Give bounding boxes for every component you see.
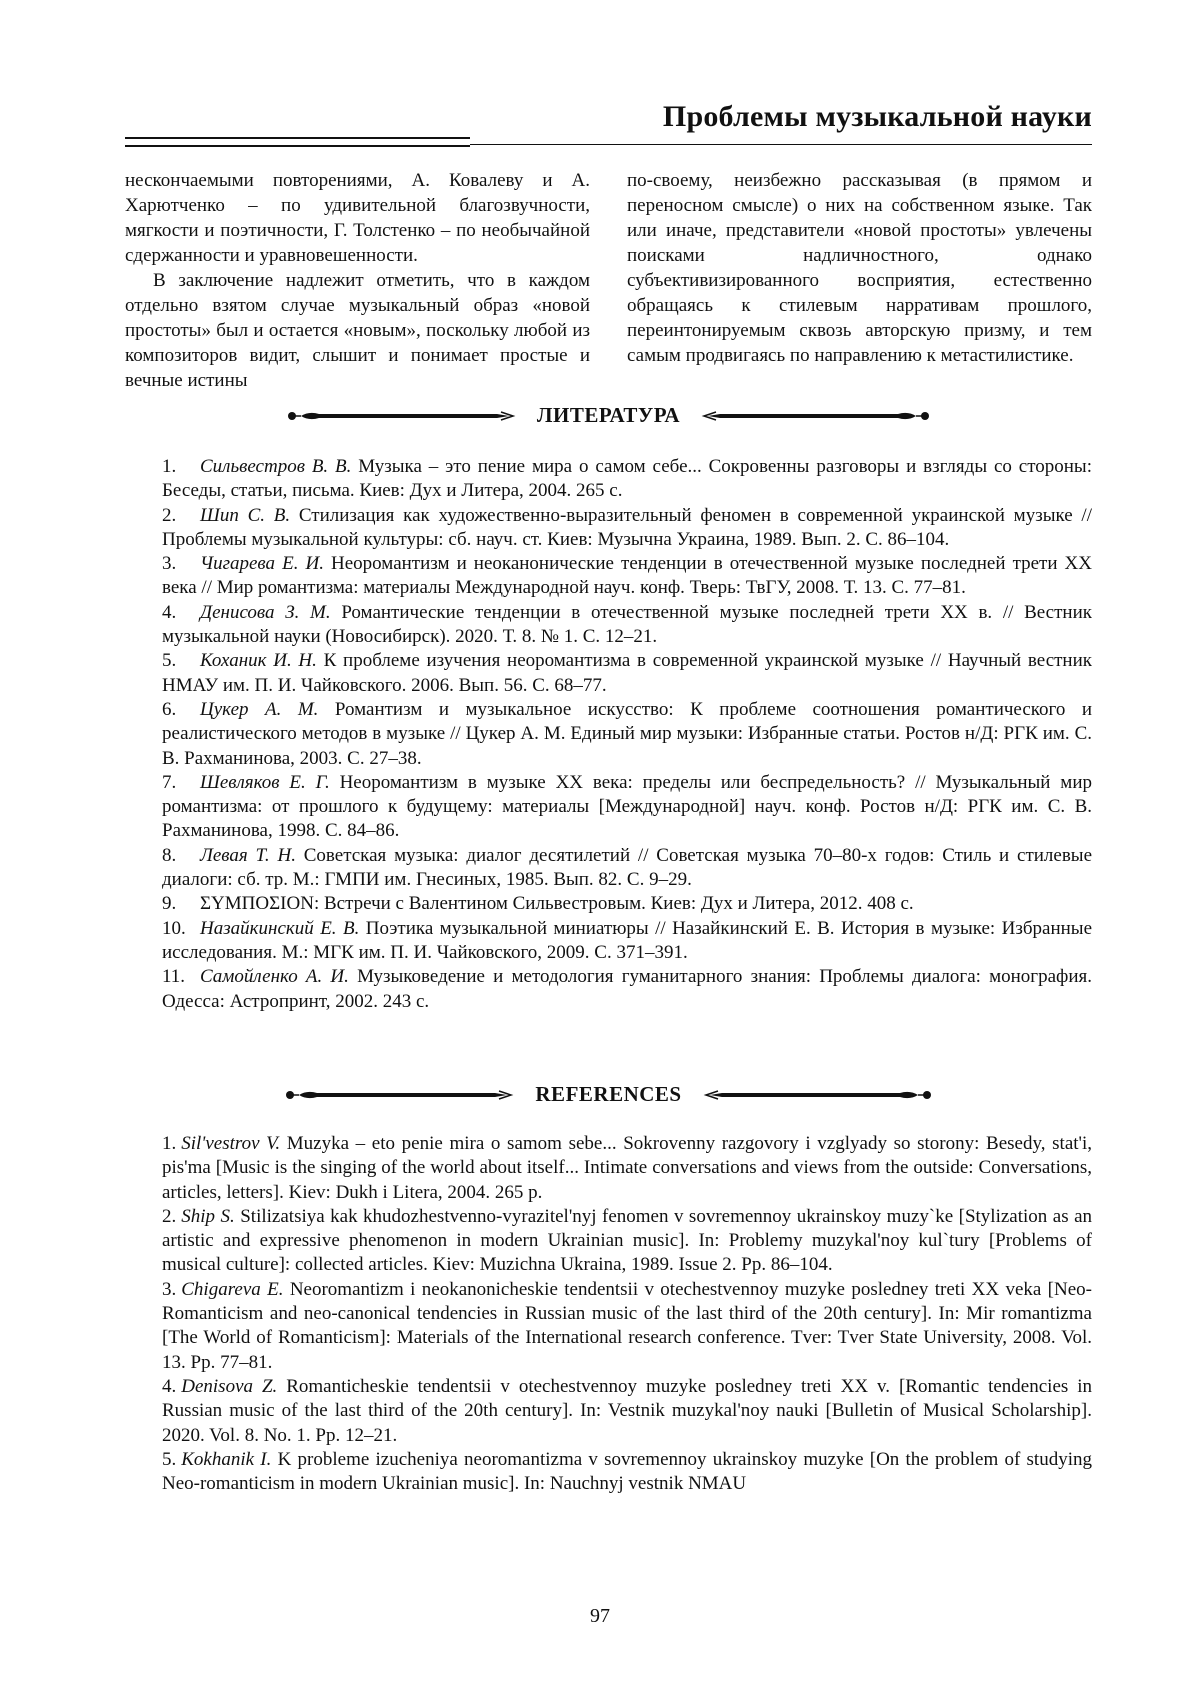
entry-text: Neoromantizm i neokanonicheskie tendentsii v otechestvennoy muzyke posledney treti XX veka [Neo-Romanticism and neo-canonical tendencies in Russian music of the last third of the 20th century]. In: Mir romantizma [The World of Romanticism]: Materials of the International research conference. Tver: Tver State University, 2008. Vol. 13. Pp. 77–81. [162, 1278, 1092, 1373]
literature-entry [162, 601, 1092, 650]
entry-author: Chigareva E. [181, 1278, 284, 1300]
entry-author: Шевляков Е. Г. [200, 771, 330, 793]
literature-entry [162, 965, 1092, 1014]
entry-text: К проблеме изучения неоромантизма в современной украинской музыке // Научный вестник НМАУ им. П. И. Чайковского. 2006. Вып. 56. С. 68–77. [162, 650, 1092, 696]
literature-entry [162, 892, 1092, 916]
entry-number: 10. [162, 917, 186, 939]
entry-author: Денисова З. М. [200, 601, 331, 623]
paragraph: нескончаемыми повторениями, А. Ковалеву и А. Харютченко – по удивительной благозвучности, мягкости и поэтичности, Г. Толстенко – по необычайной сдержанности и уравновешенности. [125, 170, 590, 266]
entry-number: 3. [162, 553, 177, 575]
literature-entry [162, 504, 1092, 553]
entry-author: Назайкинский Е. В. [200, 917, 360, 939]
paragraph: В заключение надлежит отметить, что в каждом отдельно взятом случае музыкальный образ «новой простоты» был и остается «новым», поскольку любой из композиторов видит, слышит и понимает простые и вечные истины [125, 270, 590, 391]
entry-author: Чигарева Е. И. [200, 553, 324, 575]
entry-text: Романтизм и музыкальное искусство: К проблеме соотношения романтического и реалистического методов в музыке // Цукер А. М. Единый мир музыки: Избранные статьи. Ростов н/Д: РГК им. С. В. Рахманинова, 2003. С. 27–38. [162, 698, 1092, 769]
paragraph: по-своему, неизбежно рассказывая (в прямом и переносном смысле) о них на собственном языке. Так или иначе, представители «новой простоты» увлечены поисками надличностного, однако субъективизированного восприятия, естественно обращаясь к стилевым нарративам прошлого, переинтонируемым сквозь авторскую призму, и тем самым продвигаясь по направлению к метастилистике. [627, 170, 1092, 366]
entry-author: Denisova Z. [181, 1375, 278, 1397]
references-list [162, 1132, 1092, 1496]
entry-text: Неоромантизм и неоканонические тенденции в отечественной музыке последней трети ХХ века // Мир романтизма: материалы Международной науч. конф. Тверь: ТвГУ, 2008. Т. 13. С. 77–81. [162, 553, 1092, 599]
entry-text: Советская музыка: диалог десятилетий // Советская музыка 70–80-х годов: Стиль и стилевые диалоги: сб. тр. М.: ГМПИ им. Гнесиных, 1985. Вып. 82. С. 9–29. [162, 844, 1093, 891]
entry-number: 11. [162, 966, 186, 988]
right-column [627, 168, 1092, 393]
literature-entry [162, 917, 1092, 966]
header-rule-thin [470, 144, 1092, 145]
entry-number: 5. [162, 650, 177, 672]
literature-entry [162, 771, 1092, 844]
entry-number: 8. [162, 844, 177, 866]
header-rule-thick [125, 137, 470, 147]
entry-text: Музыка – это пение мира о самом себе... Сокровенны разговоры и взгляды со стороны: Беседы, статьи, письма. Киев: Дух и Литера, 2004. 265 с. [162, 456, 1092, 502]
reference-entry [162, 1205, 1092, 1278]
body-columns [125, 168, 1092, 393]
ornament-left-icon [285, 1088, 515, 1102]
reference-entry [162, 1278, 1092, 1375]
entry-number: 3. [162, 1278, 177, 1300]
references-heading [125, 1082, 1092, 1107]
entry-author: Sil'vestrov V. [181, 1133, 281, 1154]
entry-author: Шип С. В. [200, 504, 291, 526]
left-column [125, 168, 590, 393]
entry-number: 1. [162, 1133, 177, 1154]
reference-entry [162, 1448, 1092, 1497]
entry-number: 5. [162, 1448, 177, 1470]
running-header-title: Проблемы музыкальной науки [662, 100, 1092, 133]
entry-text: Стилизация как художественно-выразительный феномен в современной украинской музыке // Проблемы музыкальной культуры: сб. науч. ст. Киев: Музычна Украина, 1989. Вып. 2. С. 86–104. [162, 504, 1092, 550]
entry-number: 4. [162, 1375, 177, 1397]
entry-author: Ship S. [181, 1205, 235, 1227]
entry-text: K probleme izucheniya neoromantizma v sovremennoy ukrainskoy muzyke [On the problem of studying Neo-romanticism in modern Ukrainian music]. In: Nauchnyj vestnik NMAU [162, 1448, 1092, 1495]
entry-author: Kokhanik I. [181, 1448, 272, 1470]
ornament-right-icon [702, 1088, 932, 1102]
entry-number: 1. [162, 456, 177, 477]
entry-author: Сильвестров В. В. [200, 456, 352, 477]
entry-text: Muzyka – eto penie mira o samom sebe... Sokrovenny razgovory i vzglyady so storony: Besedy, stat'i, pis'ma [Music is the singing of the world about itself... Intimate conversations and views from the outside: Conversations, articles, letters]. Kiev: Dukh i Litera, 2004. 265 p. [162, 1133, 1092, 1203]
entry-author: Самойленко А. И. [200, 966, 349, 988]
entry-text: ΣΥΜΠΟΣΙΟΝ: Встречи с Валентином Сильвестровым. Киев: Дух и Литера, 2012. 408 с. [200, 893, 914, 915]
entry-text: Неоромантизм в музыке ХХ века: пределы или беспредельность? // Музыкальный мир романтизма: от прошлого к будущему: материалы [Международной] науч. конф. Ростов н/Д: РГК им. С. В. Рахманинова, 1998. С. 84–86. [162, 771, 1092, 842]
entry-number: 2. [162, 504, 177, 526]
literature-entry [162, 698, 1092, 771]
page-number: 97 [590, 1605, 610, 1627]
ornament-left-icon [287, 409, 517, 423]
entry-number: 6. [162, 698, 177, 720]
literature-heading-label: ЛИТЕРАТУРА [536, 403, 681, 427]
entry-number: 7. [162, 771, 177, 793]
entry-number: 2. [162, 1205, 177, 1227]
entry-author: Цукер А. М. [200, 698, 319, 720]
entry-number: 4. [162, 601, 177, 623]
entry-text: Поэтика музыкальной миниатюры // Назайкинский Е. В. История в музыке: Избранные исследования. М.: МГК им. П. И. Чайковского, 2009. С. 371–391. [162, 917, 1093, 963]
reference-entry [162, 1132, 1092, 1205]
entry-text: Stilizatsiya kak khudozhestvenno-vyrazitel'nyj fenomen v sovremennoy ukrainskoy muzy`ke [Stylization as an artistic and expressive phenomenon in modern Ukrainian music]. In: Problemy muzykal'noy kul`tury [Problems of musical culture]: collected articles. Kiev: Muzichna Ukraina, 1989. Issue 2. Pp. 86–104. [162, 1205, 1092, 1276]
entry-author: Коханик И. Н. [200, 650, 317, 672]
literature-entry [162, 455, 1092, 504]
entry-number: 9. [162, 893, 177, 915]
reference-entry [162, 1375, 1092, 1448]
entry-text: Музыковедение и методология гуманитарного знания: Проблемы диалога: монография. Одесса: Астропринт, 2002. 243 с. [162, 966, 1092, 1012]
references-heading-label: REFERENCES [535, 1082, 682, 1106]
literature-heading [125, 403, 1092, 428]
entry-author: Левая Т. Н. [200, 844, 296, 866]
ornament-right-icon [700, 409, 930, 423]
entry-text: Романтические тенденции в отечественной музыке последней трети ХХ в. // Вестник музыкальной науки (Новосибирск). 2020. Т. 8. № 1. С. 12–21. [162, 601, 1092, 648]
literature-entry [162, 649, 1092, 698]
literature-entry [162, 552, 1092, 601]
literature-list [162, 455, 1092, 1014]
entry-text: Romanticheskie tendentsii v otechestvennoy muzyke posledney treti XX v. [Romantic tendencies in Russian music of the last third of the 20th century]. In: Vestnik muzykal'noy nauki [Bulletin of Musical Scholarship]. 2020. Vol. 8. No. 1. Pp. 12–21. [162, 1375, 1092, 1446]
literature-entry [162, 844, 1092, 893]
